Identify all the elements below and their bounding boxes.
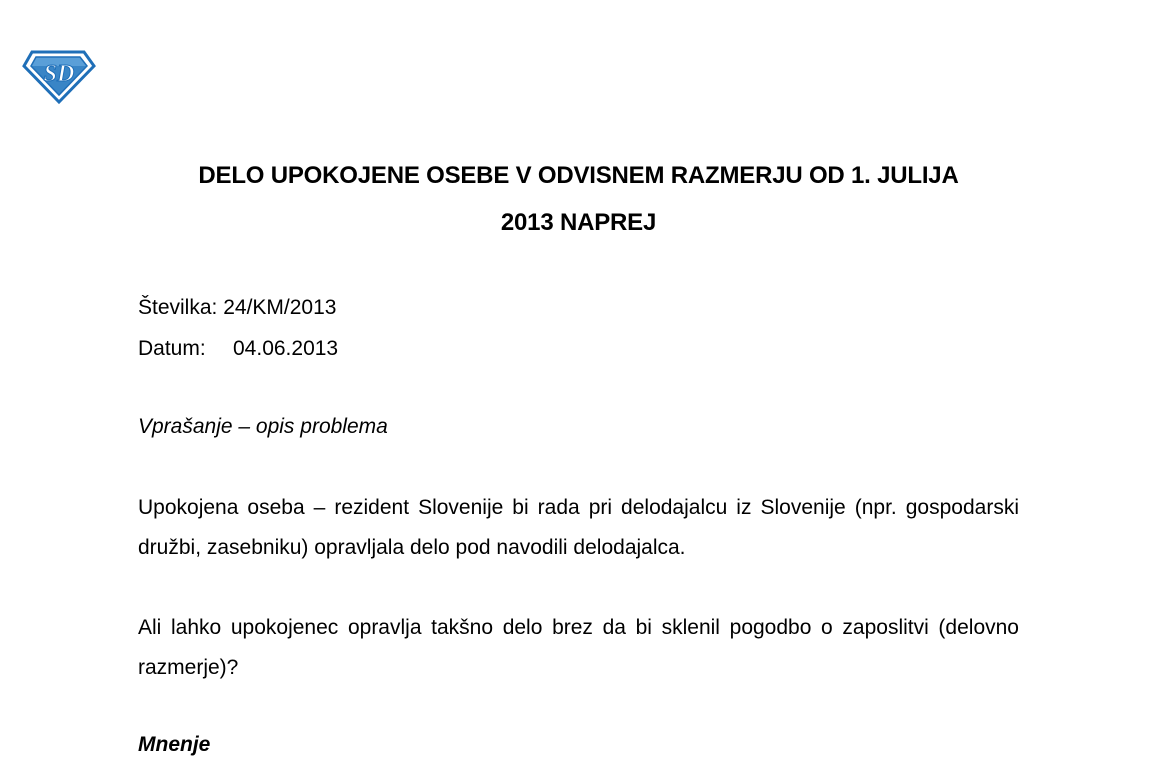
document-date-row [138, 328, 338, 369]
document-date-value: 04.06.2013 [233, 337, 339, 360]
question-heading: Vprašanje – opis problema [138, 415, 388, 438]
sd-shield-logo-icon [22, 48, 96, 104]
document-title [138, 152, 1019, 246]
document-title-line-2: 2013 NAPREJ [500, 209, 657, 236]
answer-heading: Mnenje [138, 733, 211, 756]
document-number-value: 24/KM/2013 [223, 296, 337, 319]
document-meta [138, 287, 338, 369]
document-number-row [138, 287, 338, 328]
document-number-label: Številka: [138, 296, 218, 319]
document-title-line-1: DELO UPOKOJENE OSEBE V ODVISNEM RAZMERJU OD 1. JULIJA [198, 162, 959, 189]
document-date-label: Datum: [138, 337, 206, 360]
paragraph-question: Ali lahko upokojenec opravlja takšno delo brez da bi sklenil pogodbo o zaposlitvi (delovno razmerje)? [138, 616, 1019, 679]
paragraph-question-description: Upokojena oseba – rezident Slovenije bi rada pri delodajalcu iz Slovenije (npr. gospodarski družbi, zasebniku) opravljala delo pod navodili delodajalca. [138, 496, 1019, 559]
svg-text:SD: SD [43, 61, 75, 87]
